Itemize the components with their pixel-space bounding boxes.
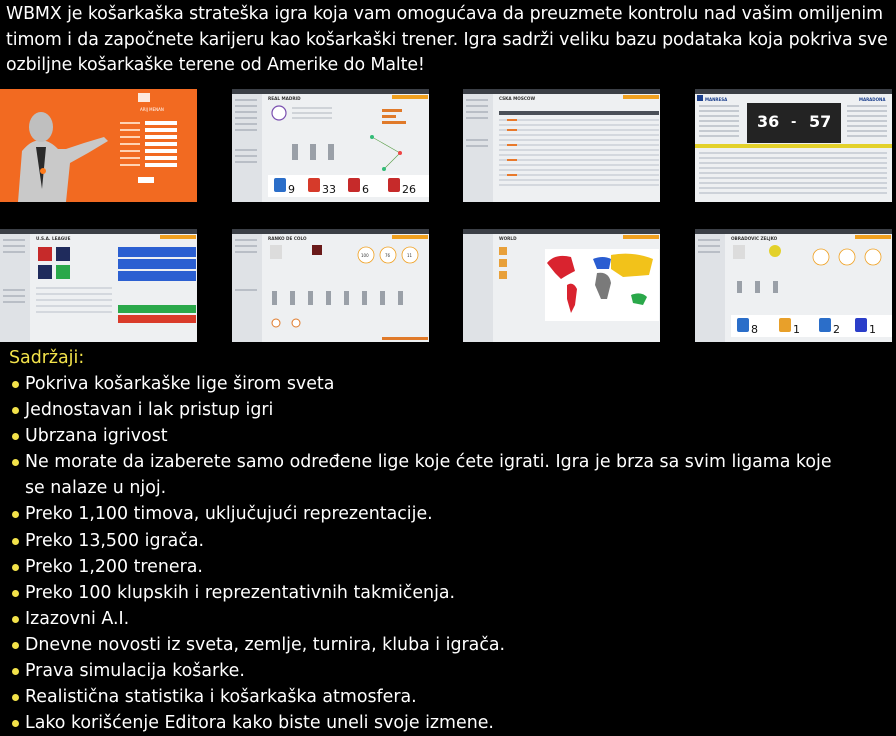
bullet-icon	[12, 590, 19, 597]
screenshot-coach-profile[interactable]	[695, 229, 892, 342]
bullet-icon	[12, 459, 19, 466]
screenshot-coach-creation[interactable]	[0, 89, 197, 202]
bullet-icon	[12, 564, 19, 571]
feature-item	[12, 501, 852, 527]
shot1-title: ARIJ MENAN	[140, 107, 164, 112]
feature-item	[12, 371, 852, 397]
bullet-icon	[12, 616, 19, 623]
screenshot-match-scoreboard[interactable]	[695, 89, 892, 202]
shot6-circle-3: 11	[407, 253, 413, 258]
feature-item	[12, 554, 852, 580]
screenshot-world-map[interactable]	[463, 229, 660, 342]
shot8-stat-2: 1	[793, 323, 800, 336]
shot8-title: OBRADOVIC ZELJKO	[731, 236, 778, 241]
shot4-score-home: 36	[757, 112, 780, 131]
feature-text: Preko 100 klupskih i reprezentativnih takmičenja.	[25, 582, 456, 603]
screenshot-player-profile[interactable]	[232, 229, 429, 342]
feature-text: Preko 1,100 timova, uključujući reprezentacije.	[25, 504, 433, 525]
feature-text: Realistična statistika i košarkaška atmosfera.	[25, 687, 417, 708]
intro-paragraph: WBMX je košarkaška strateška igra koja vam omogućava da preuzmete kontrolu nad vašim omiljenim timom i da započnete karijeru kao košarkaški trener. Igra sadrži veliku bazu podataka koja pokriva sve ozbiljne košarkaške terene od Amerike do Malte!	[6, 4, 888, 75]
shot7-title: WORLD	[499, 236, 517, 241]
feature-item	[12, 580, 852, 606]
shot4-away-team: MARADONA	[859, 97, 886, 102]
feature-text: Izazovni A.I.	[25, 608, 130, 629]
shot8-stat-1: 8	[751, 323, 758, 336]
shot8-stat-3: 2	[833, 323, 840, 336]
screenshot-league-overview[interactable]	[0, 229, 197, 342]
bullet-icon	[12, 694, 19, 701]
shot6-title: RANKO DE COLO	[268, 236, 307, 241]
screenshot-team-overview[interactable]	[232, 89, 429, 202]
feature-item	[12, 423, 852, 449]
shot2-stat-4: 26	[402, 183, 416, 196]
feature-text: Jednostavan i lak pristup igri	[25, 400, 274, 421]
bullet-icon	[12, 433, 19, 440]
feature-text: Ubrzana igrivost	[25, 426, 168, 447]
shot4-score-sep: -	[791, 115, 797, 130]
feature-text: Preko 1,200 trenera.	[25, 556, 203, 577]
bullet-icon	[12, 407, 19, 414]
feature-text: Ne morate da izaberete samo određene lige koje ćete igrati. Igra je brza sa svim ligama koje se nalaze u njoj.	[25, 452, 832, 499]
shot4-home-team: MANRESA	[705, 97, 728, 102]
screenshot-roster-table[interactable]	[463, 89, 660, 202]
shot2-stat-3: 6	[362, 183, 369, 196]
feature-item	[12, 658, 852, 684]
shot2-stat-2: 33	[322, 183, 336, 196]
bullet-icon	[12, 538, 19, 545]
shot5-title: U.S.A. LEAGUE	[36, 236, 71, 241]
feature-item	[12, 710, 852, 736]
feature-item	[12, 606, 852, 632]
feature-item	[12, 449, 852, 501]
shot6-circle-1: 100	[361, 253, 369, 258]
shot8-stat-4: 1	[869, 323, 876, 336]
bullet-icon	[12, 381, 19, 388]
feature-item	[12, 632, 852, 658]
feature-item	[12, 397, 852, 423]
bullet-icon	[12, 642, 19, 649]
features-heading: Sadržaji:	[9, 348, 85, 368]
feature-text: Preko 13,500 igrača.	[25, 530, 205, 551]
feature-item	[12, 684, 852, 710]
bullet-icon	[12, 511, 19, 518]
feature-text: Pokriva košarkaške lige širom sveta	[25, 374, 335, 394]
feature-item	[12, 528, 852, 554]
shot3-title: CSKA MOSCOW	[499, 96, 536, 101]
shot4-score-away: 57	[809, 112, 832, 131]
shot6-circle-2: 76	[385, 253, 391, 258]
shot2-title: REAL MADRID	[268, 96, 301, 101]
screenshot-gallery	[0, 89, 896, 341]
bullet-icon	[12, 720, 19, 727]
bullet-icon	[12, 668, 19, 675]
shot2-stat-1: 9	[288, 183, 295, 196]
features-list	[12, 371, 852, 736]
feature-text: Prava simulacija košarke.	[25, 661, 245, 682]
feature-text: Lako korišćenje Editora kako biste uneli svoje izmene.	[25, 713, 494, 734]
feature-text: Dnevne novosti iz sveta, zemlje, turnira, kluba i igrača.	[25, 634, 506, 655]
